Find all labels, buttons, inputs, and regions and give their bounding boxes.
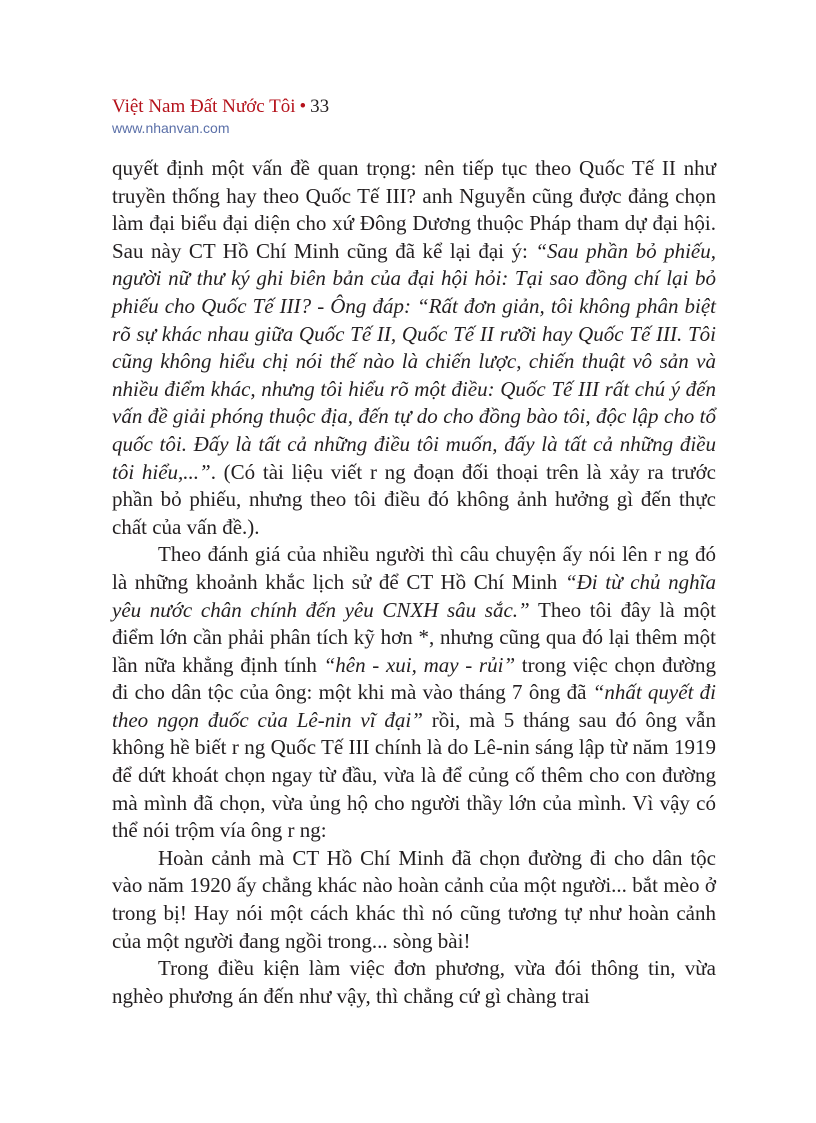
paragraph xyxy=(112,541,716,845)
quote-text: “nhất quyết đi theo ngọn đuốc của Lê-nin vĩ đại” xyxy=(112,680,716,732)
quote-text: “hên - xui, may - rủi” xyxy=(323,652,516,677)
quote-text: “Đi từ chủ nghĩa yêu nước chân chính đến yêu CNXH sâu sắc.” xyxy=(112,569,716,622)
paragraph xyxy=(112,955,716,1010)
page-number: 33 xyxy=(310,96,330,117)
paragraph-text: Theo đánh giá của nhiều người thì câu chuyện ấy nói lên r ng đó là những khoảnh khắc lịch sử để CT Hồ Chí Minh xyxy=(112,542,716,594)
paragraph-text: Theo tôi đây là một điểm lớn cần phải phân tích kỹ hơn *, nhưng cũng qua đó lại thêm một lần nữa khẳng định tính xyxy=(112,597,716,677)
paragraph-text: trong việc chọn đường đi cho dân tộc của ông: một khi mà vào tháng 7 ông đã xyxy=(112,652,716,705)
header-separator: • xyxy=(299,96,307,117)
running-header xyxy=(112,96,712,137)
paragraph-text: Hoàn cảnh mà CT Hồ Chí Minh đã chọn đường đi cho dân tộc vào năm 1920 ấy chẳng khác nào hoàn cảnh của một người... bắt mèo ở trong bị! Hay nói một cách khác thì nó cũng tương tự như hoàn cảnh của một người đang ngồi trong... sòng bài! xyxy=(112,845,716,953)
quote-text: “Sau phần bỏ phiếu, người nữ thư ký ghi biên bản của đại hội hỏi: Tại sao đồng chí lại bỏ phiếu cho Quốc Tế III? - Ông đáp: “Rất đơn giản, tôi không phân biệt rõ sự khác nhau giữa Quốc Tế II, Quốc Tế II rưỡi hay Quốc Tế III. Tôi cũng không hiểu chị nói thế nào là chiến lược, chiến thuật vô sản và nhiều điểm khác, nhưng tôi hiểu rõ một điều: Quốc Tế III rất chú ý đến vấn đề giải phóng thuộc địa, đến tự do cho đồng bào tôi, độc lập cho tổ quốc tôi. Đấy là tất cả những điều tôi muốn, đấy là tất cả những điều tôi hiểu,...” xyxy=(112,238,716,484)
paragraph-text: quyết định một vấn đề quan trọng: nên tiếp tục theo Quốc Tế II như truyền thống hay theo Quốc Tế III? anh Nguyễn cũng được đảng chọn làm đại biểu đại diện cho xứ Đông Dương thuộc Pháp tham dự đại hội. Sau này CT Hồ Chí Minh cũng đã kể lại đại ý: xyxy=(112,156,716,263)
paragraph-text: . (Có tài liệu viết r ng đoạn đối thoại trên là xảy ra trước phần bỏ phiếu, nhưng theo tôi điều đó không ảnh hưởng gì đến thực chất của vấn đề.). xyxy=(112,459,716,539)
paragraph xyxy=(112,845,716,955)
paragraph-text: Trong điều kiện làm việc đơn phương, vừa đói thông tin, vừa nghèo phương án đến như vậy, thì chẳng cứ gì chàng trai xyxy=(112,956,716,1008)
paragraph xyxy=(112,155,716,541)
body-text xyxy=(112,155,716,1010)
book-title: Việt Nam Đất Nước Tôi xyxy=(112,96,296,117)
publisher-url: www.nhanvan.com xyxy=(112,120,230,136)
paragraph-text: rồi, mà 5 tháng sau đó ông vẫn không hề biết r ng Quốc Tế III chính là do Lê-nin sáng lập từ năm 1919 để dứt khoát chọn ngay từ đầu, vừa là để củng cố thêm cho con đường mà mình đã chọn, vừa ủng hộ cho người thầy lớn của mình. Vì vậy có thể nói trộm vía ông r ng: xyxy=(112,707,716,843)
book-title-line xyxy=(112,96,712,118)
